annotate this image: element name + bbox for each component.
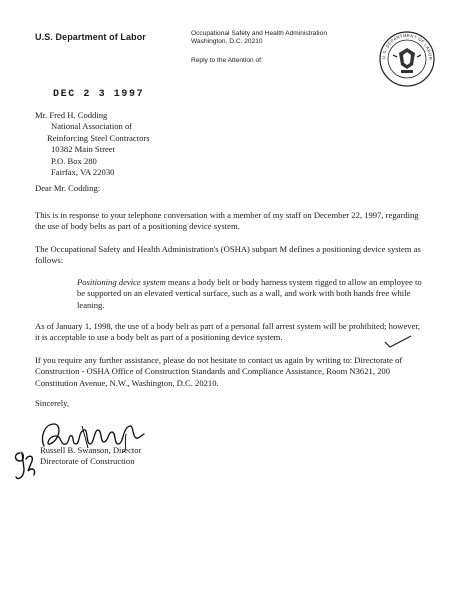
department-seal-icon <box>379 31 435 87</box>
reply-attention-line: Reply to the Attention of: <box>191 57 263 64</box>
paragraph-4: If you require any further assistance, please do not hesitate to contact us again by writing to: Directorate of Construction - OSHA Office of Construction Standards and Compliance Assistance, Room N3621, 200 Constitution Avenue, N.W., Washington, D.C. 20210. <box>35 355 403 388</box>
date-stamp: DEC 2 3 1997 <box>53 89 145 100</box>
recipient-name: Mr. Fred H. Codding <box>35 110 108 120</box>
check-mark-icon <box>383 334 413 348</box>
recipient-street: 10382 Main Street <box>51 144 115 155</box>
closing: Sincerely, <box>35 398 70 408</box>
recipient-po-box: P.O. Box 280 <box>51 155 97 166</box>
paragraph-3: As of January 1, 1998, the use of a body belt as part of a personal fall arrest system will be prohibited; however, it is acceptable to use a body belt as part of a positioning device system. <box>35 321 421 343</box>
recipient-address <box>35 110 150 178</box>
definition-text: means a body belt or body harness system rigged to allow an employee to be supported on an elevated vertical surface, such as a wall, and work with both hands free while leaning. <box>77 277 422 310</box>
paragraph-2: The Occupational Safety and Health Administration's (OSHA) subpart M defines a positioning device system as follows: <box>35 244 421 266</box>
agency-block <box>191 30 327 46</box>
recipient-city: Fairfax, VA 22030 <box>51 167 115 178</box>
recipient-organization-line2: Reinforcing Steel Contractors <box>47 132 150 143</box>
seal-text: U.S. DEPARTMENT OF LABOR <box>380 32 434 61</box>
agency-address: Washington, D.C. 20210 <box>191 38 263 45</box>
department-name: U.S. Department of Labor <box>35 32 146 42</box>
initials-mark-icon <box>10 447 38 485</box>
signer-name-title: Russell B. Swanson, Director <box>40 445 142 455</box>
recipient-organization-line1: National Association of <box>51 121 133 132</box>
agency-name: Occupational Safety and Health Administration <box>191 30 327 37</box>
paragraph-1: This is in response to your telephone conversation with a member of my staff on December 22, 1997, regarding the use of body belts as part of a positioning device system. <box>35 210 419 232</box>
definition-quote <box>77 277 427 311</box>
defined-term: Positioning device system <box>77 277 166 287</box>
signer-office: Directorate of Construction <box>40 456 135 466</box>
salutation: Dear Mr. Codding: <box>35 183 101 193</box>
